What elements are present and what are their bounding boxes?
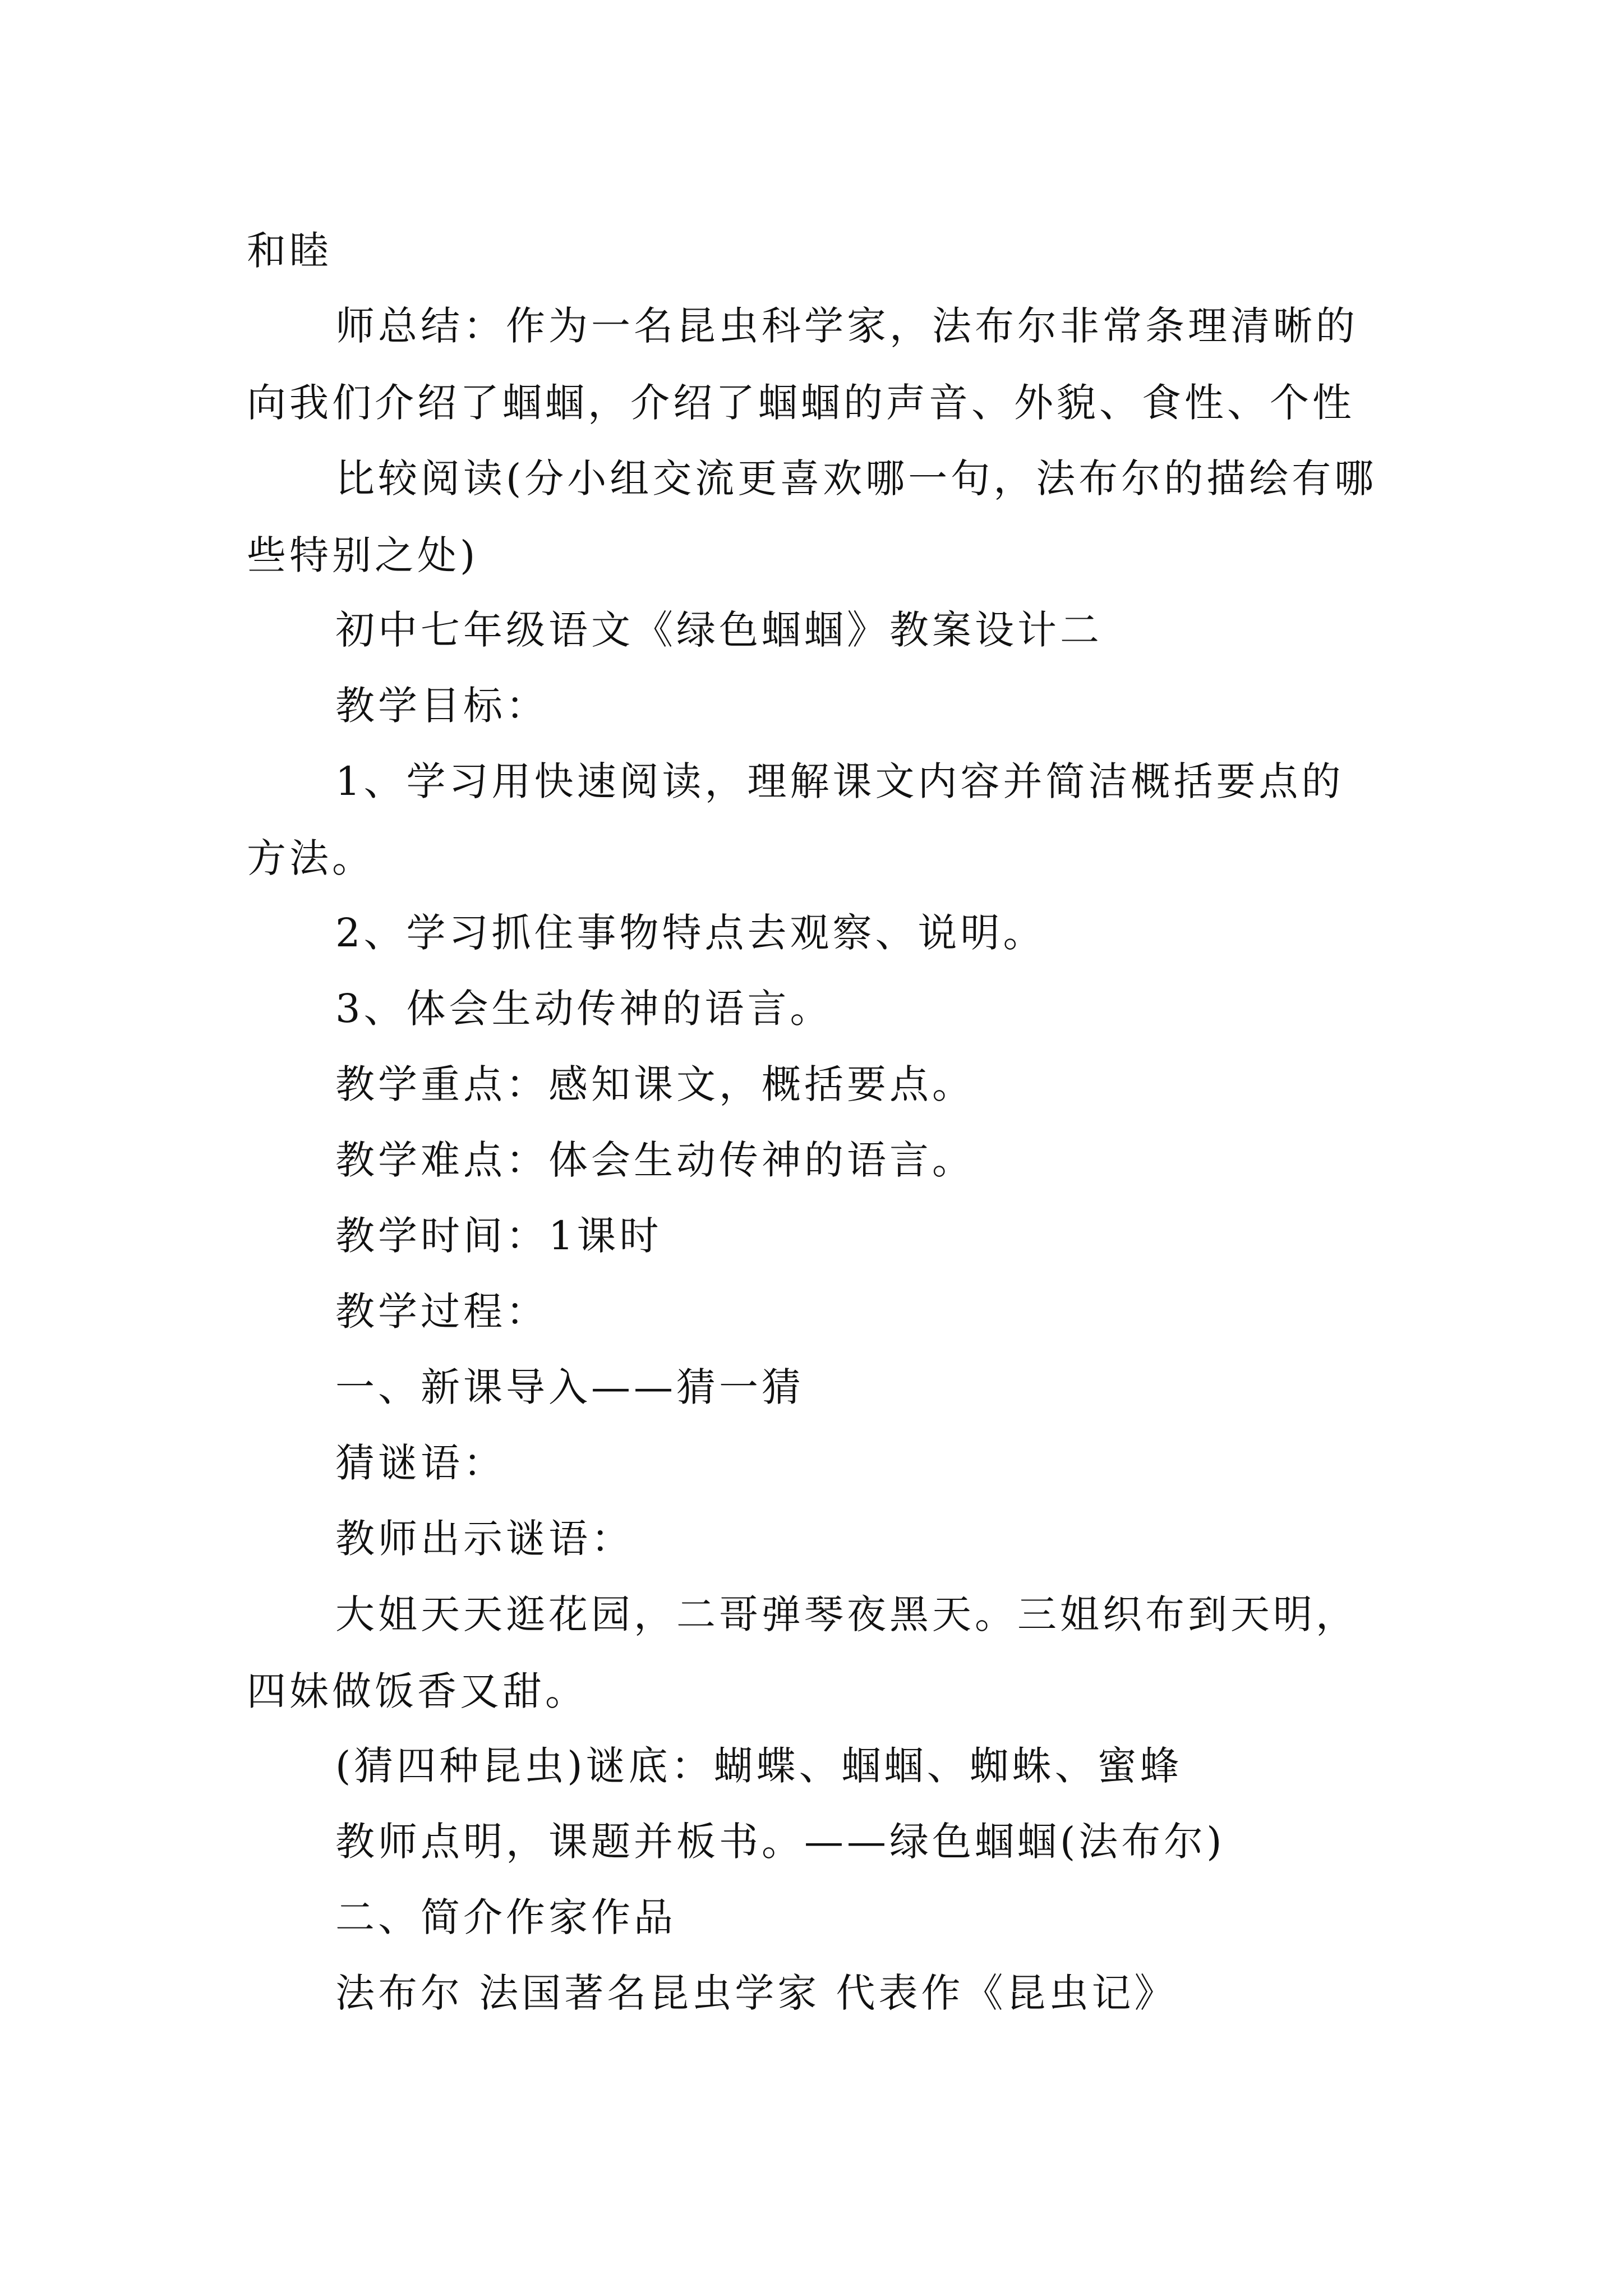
- paragraph-comparative-reading: 比较阅读(分小组交流更喜欢哪一句，法布尔的描绘有哪些特别之处): [247, 455, 1377, 578]
- paragraph-teaching-time: 教学时间：1课时: [335, 1213, 662, 1259]
- paragraph-teacher-shows-riddle: 教师出示谜语：: [335, 1516, 634, 1562]
- paragraph-continuation: 和睦: [247, 228, 332, 274]
- paragraph-riddle-answer: (猜四种昆虫)谜底：蝴蝶、蝈蝈、蜘蛛、蜜蜂: [335, 1743, 1183, 1789]
- paragraph-riddle-text: 大姐天天逛花园，二哥弹琴夜黑天。三姐织布到天明，四妹做饭香又甜。: [247, 1591, 1358, 1714]
- paragraph-process-heading: 教学过程：: [335, 1289, 548, 1335]
- paragraph-section-title: 初中七年级语文《绿色蝈蝈》教案设计二: [335, 607, 1103, 653]
- paragraph-board-writing: 教师点明，课题并板书。——绿色蝈蝈(法布尔): [335, 1819, 1225, 1865]
- paragraph-objective-2: 2、学习抓住事物特点去观察、说明。: [335, 910, 1046, 956]
- paragraph-teacher-summary: 师总结：作为一名昆虫科学家，法布尔非常条理清晰的向我们介绍了蝈蝈，介绍了蝈蝈的声音、外貌、食性、个性: [247, 303, 1358, 426]
- paragraph-difficult-point: 教学难点：体会生动传神的语言。: [335, 1137, 975, 1183]
- paragraph-objective-1: 1、学习用快速阅读，理解课文内容并简洁概括要点的方法。: [247, 758, 1344, 881]
- paragraph-objective-3: 3、体会生动传神的语言。: [335, 986, 833, 1032]
- paragraph-riddle-label: 猜谜语：: [335, 1440, 506, 1486]
- paragraph-objectives-heading: 教学目标：: [335, 683, 548, 729]
- paragraph-author-intro-heading: 二、简介作家作品: [335, 1894, 676, 1940]
- paragraph-author-info: 法布尔 法国著名昆虫学家 代表作《昆虫记》: [335, 1970, 1177, 2016]
- paragraph-key-point: 教学重点：感知课文，概括要点。: [335, 1061, 975, 1107]
- paragraph-new-lesson-intro: 一、新课导入——猜一猜: [335, 1364, 804, 1410]
